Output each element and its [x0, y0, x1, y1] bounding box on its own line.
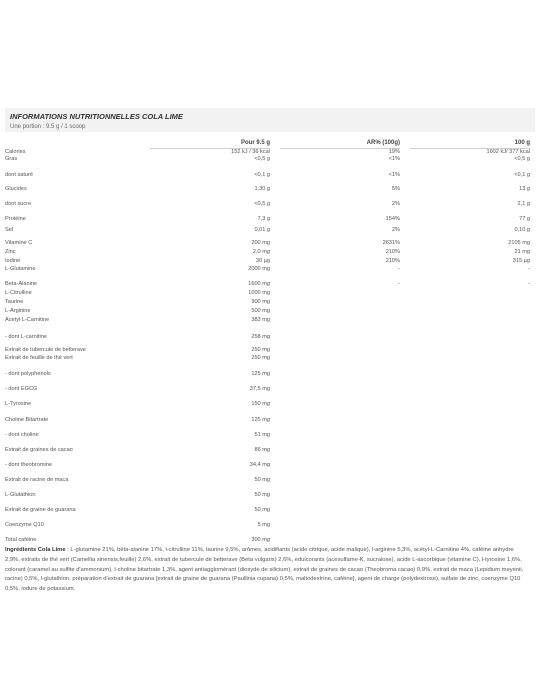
serving-value: 0,01 g	[254, 227, 270, 233]
ar-value: <1%	[388, 172, 400, 178]
table-row	[0, 299, 540, 306]
table-row	[0, 401, 540, 408]
nutrient-name: Iodine	[5, 258, 21, 264]
table-row	[0, 447, 540, 454]
per100-value: 77 g	[519, 216, 530, 222]
ar-value: 210%	[385, 249, 400, 255]
nutrient-name: Extrait de graine de guarana	[5, 507, 76, 513]
serving-value: 1000 mg	[248, 290, 270, 296]
serving-value: 250 mg	[251, 355, 270, 361]
table-row	[0, 201, 540, 208]
serving-value: 383 mg	[251, 317, 270, 323]
ar-value: 154%	[385, 216, 400, 222]
serving-value: 50 mg	[254, 507, 270, 513]
nutrient-name: dont saturé	[5, 172, 33, 178]
table-row	[0, 371, 540, 378]
serving-value: 51 mg	[254, 432, 270, 438]
table-row	[0, 417, 540, 424]
table-row	[0, 347, 540, 354]
nutrient-name: Coenzyme Q10	[5, 522, 44, 528]
table-row	[0, 216, 540, 223]
table-row	[0, 334, 540, 341]
serving-value: 50 mg	[254, 492, 270, 498]
per100-value: <0,1 g	[514, 172, 530, 178]
col-header-per100: 100 g	[514, 140, 530, 146]
serving-value: 5 mg	[257, 522, 270, 528]
nutrient-name: Sel	[5, 227, 14, 233]
per100-value: 21 mg	[514, 249, 530, 255]
table-row	[0, 355, 540, 362]
per100-value: <0,5 g	[514, 156, 530, 162]
table-row	[0, 507, 540, 514]
serving-value: 50 mg	[254, 477, 270, 483]
nutrient-name: L-Glutathion	[5, 492, 36, 498]
serving-value: 37,5 mg	[249, 386, 270, 392]
table-row	[0, 477, 540, 484]
ar-value: -	[398, 281, 400, 287]
table-row	[0, 432, 540, 439]
per100-value: -	[528, 281, 530, 287]
ingredients-list	[5, 546, 530, 595]
nutrient-name: Choline Bitartrate	[5, 417, 49, 423]
table-row	[0, 266, 540, 273]
serving-value: 2000 mg	[248, 266, 270, 272]
table-row	[0, 386, 540, 393]
nutrient-name: Zinc	[5, 249, 16, 255]
ar-value: <1%	[388, 156, 400, 162]
table-row	[0, 462, 540, 469]
table-row	[0, 290, 540, 297]
nutrient-name: L-Citrulline	[5, 290, 32, 296]
nutrient-name: Extrait de graines de cacao	[5, 447, 73, 453]
serving-size: Une portion : 9.5 g / 1 scoop	[10, 124, 86, 130]
nutrient-name: - dont EGCG	[5, 386, 38, 392]
serving-value: 86 mg	[254, 447, 270, 453]
ar-value: 2631%	[382, 240, 400, 246]
serving-value: 7,3 g	[257, 216, 270, 222]
nutrient-name: L-Arginine	[5, 308, 31, 314]
serving-value: 500 mg	[251, 308, 270, 314]
per100-value: -	[528, 266, 530, 272]
col-header-ar: AR% (100g)	[366, 140, 400, 146]
nutrient-name: Taurine	[5, 299, 24, 305]
serving-value: 1600 mg	[248, 281, 270, 287]
nutrient-name: dont sucre	[5, 201, 32, 207]
table-row	[0, 149, 540, 156]
ar-value: 5%	[391, 186, 400, 192]
per100-value: 315 µg	[512, 258, 530, 264]
table-row	[0, 249, 540, 256]
table-row	[0, 227, 540, 234]
nutrient-name: Glucides	[5, 186, 27, 192]
table-row	[0, 317, 540, 324]
serving-value: 152 kJ / 36 kcal	[231, 149, 270, 155]
per100-value: 1602 kJ/ 377 kcal	[486, 149, 530, 155]
ingredients-text: : L-glutamine 21%, bêta-alanine 17%, l-citrulline 11%, taurine 9,5%, arômes, acidifiants (acide citrique, acide malique), l-arginine 5,3%, acétyl-L-Carnitine 4%, caféine anhydre 2,9%, extraits de thé vert (Camellia sinensis,feuille) 2,6%, extrait de tubercule de betterave (Beta vulgaris) 2,6%, edulcorants (acesulfame-K, sucralose), acide L-ascorbique (vitamine C), l-tyrosine 1,6%, colorant (caramel au sulfite d'ammonium), l-choline bitartrate 1,3%, agent antiagglomérant (dioxyde de silicium), extrait de graines de cacao (Theobroma cacao) 0,9%, extrait de maca (Lepidium meyenii, racine) 0,5%, l-glutathion, préparation d'extrait de guarana [extrait de graine de guarana (Paullinia cupana) 0,5%, maltodextrine, caféine], agent de charge (polydextrose), sulfate de zinc, coenzyme Q10 0,5%, iodure de potassium.	[5, 547, 524, 593]
nutrient-name: Extrait de racine de maca	[5, 477, 69, 483]
nutrient-name: Extrait de tubercule de betterave	[5, 347, 86, 353]
table-row	[0, 240, 540, 247]
serving-value: 30 µg	[255, 258, 270, 264]
ar-value: 210%	[385, 258, 400, 264]
table-row	[0, 186, 540, 193]
table-row	[0, 537, 540, 544]
serving-value: 125 mg	[251, 417, 270, 423]
ar-value: 2%	[391, 227, 400, 233]
serving-value: 150 mg	[251, 401, 270, 407]
nutrient-name: Gras	[5, 156, 18, 162]
per100-value: 13 g	[519, 186, 530, 192]
serving-value: 900 mg	[251, 299, 270, 305]
per100-value: 0,10 g	[514, 227, 530, 233]
table-row	[0, 172, 540, 179]
col-header-serving: Pour 9.5 g	[240, 140, 270, 146]
serving-value: 125 mg	[251, 371, 270, 377]
table-row	[0, 258, 540, 265]
nutrient-name: L-Tyrosine	[5, 401, 32, 407]
nutrient-name: Beta-Alanine	[5, 281, 38, 287]
table-row	[0, 492, 540, 499]
nutrient-name: - dont polyphenols	[5, 371, 51, 377]
ar-value: 2%	[391, 201, 400, 207]
serving-value: 258 mg	[251, 334, 270, 340]
nutrient-name: Extrait de feuille de thé vert	[5, 355, 73, 361]
table-row	[0, 281, 540, 288]
ingredients-label: Ingrédients Cola Lime	[5, 547, 66, 553]
serving-value: 2,0 mg	[252, 249, 270, 255]
nutrient-name: L-Glutamine	[5, 266, 36, 272]
nutrient-name: Protéine	[5, 216, 26, 222]
per100-value: 2105 mg	[508, 240, 530, 246]
nutrient-name: Total caféine	[5, 537, 37, 543]
nutrient-name: Vitamine C	[5, 240, 33, 246]
table-row	[0, 522, 540, 529]
table-row	[0, 308, 540, 315]
page-title: INFORMATIONS NUTRITIONNELLES COLA LIME	[10, 112, 183, 121]
nutrient-name: Calories	[5, 149, 26, 155]
serving-value: 250 mg	[251, 347, 270, 353]
ar-value: -	[398, 266, 400, 272]
serving-value: <0,1 g	[254, 172, 270, 178]
nutrient-name: Acetyl L-Carnitine	[5, 317, 50, 323]
serving-value: 34,4 mg	[249, 462, 270, 468]
nutrient-name: - dont theobromine	[5, 462, 52, 468]
nutrient-name: - dont L-carnitine	[5, 334, 47, 340]
serving-value: 300 mg	[251, 537, 270, 543]
serving-value: 1,30 g	[254, 186, 270, 192]
serving-value: <0,5 g	[254, 156, 270, 162]
serving-value: <0,5 g	[254, 201, 270, 207]
nutrient-name: - dont choline	[5, 432, 39, 438]
ar-value: 19%	[388, 149, 400, 155]
per100-value: 2,1 g	[517, 201, 530, 207]
table-row	[0, 156, 540, 163]
serving-value: 200 mg	[251, 240, 270, 246]
